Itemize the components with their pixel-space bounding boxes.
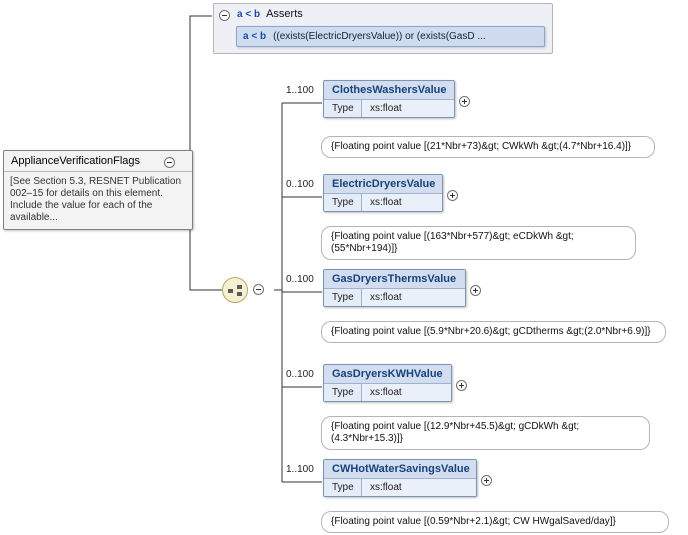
element-expand-toggle-icon[interactable] <box>459 96 470 107</box>
asserts-header <box>214 4 552 24</box>
element-name: ElectricDryersValue <box>324 175 442 193</box>
element-box-gasdryerskwhvalue[interactable] <box>323 364 452 402</box>
occurrence-label: 1..100 <box>286 85 314 96</box>
element-annotation: {Floating point value [(12.9*Nbr+45.5)&gt; gCDkWh &gt;(4.3*Nbr+15.3)]} <box>321 416 650 450</box>
root-element-documentation: [See Section 5.3, RESNET Publication 002–15 for details on this element. Include the value for each of the available... <box>4 171 192 229</box>
element-box-cwhotwatersavingsvalue[interactable] <box>323 459 477 497</box>
element-box-gasdryersthermsvalue[interactable] <box>323 269 466 307</box>
element-type-row <box>324 288 465 306</box>
element-type-value: xs:float <box>370 197 402 208</box>
element-type-label: Type <box>324 194 362 211</box>
element-type-label: Type <box>324 479 362 496</box>
element-type-value: xs:float <box>370 103 402 114</box>
root-element-name: ApplianceVerificationFlags <box>11 155 141 167</box>
assert-keyword-icon: a < b <box>237 8 261 20</box>
element-expand-toggle-icon[interactable] <box>481 475 492 486</box>
element-expand-toggle-icon[interactable] <box>447 190 458 201</box>
assert-row-text: ((exists(ElectricDryersValue)) or (exists(GasD ... <box>273 31 486 42</box>
occurrence-label: 0..100 <box>286 369 314 380</box>
element-annotation: {Floating point value [(5.9*Nbr+20.6)&gt; gCDtherms &gt;(2.0*Nbr+6.9)]} <box>321 321 666 343</box>
element-type-row <box>324 99 454 117</box>
occurrence-label: 0..100 <box>286 274 314 285</box>
asserts-title: Asserts <box>266 8 303 20</box>
sequence-glyph-icon <box>228 285 243 296</box>
element-name: GasDryersThermsValue <box>324 270 465 288</box>
element-annotation: {Floating point value [(163*Nbr+577)&gt; eCDkWh &gt;(55*Nbr+194)]} <box>321 226 636 260</box>
element-type-value: xs:float <box>370 292 402 303</box>
element-type-label: Type <box>324 384 362 401</box>
element-name: CWHotWaterSavingsValue <box>324 460 476 478</box>
element-type-label: Type <box>324 100 362 117</box>
element-type-value: xs:float <box>370 482 402 493</box>
asserts-collapse-toggle-icon[interactable] <box>219 10 230 21</box>
element-annotation: {Floating point value [(0.59*Nbr+2.1)&gt; CW HWgalSaved/day]} <box>321 511 669 533</box>
asserts-panel <box>213 3 553 54</box>
element-type-row <box>324 193 442 211</box>
assert-row-keyword-icon: a < b <box>243 31 267 42</box>
element-type-row <box>324 383 451 401</box>
element-annotation: {Floating point value [(21*Nbr+73)&gt; CWkWh &gt;(4.7*Nbr+16.4)]} <box>321 136 655 158</box>
element-box-electricdryersvalue[interactable] <box>323 174 443 212</box>
assert-row[interactable] <box>236 26 545 47</box>
occurrence-label: 1..100 <box>286 464 314 475</box>
sequence-node[interactable] <box>222 277 248 303</box>
element-expand-toggle-icon[interactable] <box>470 285 481 296</box>
sequence-collapse-toggle-icon[interactable] <box>253 284 264 295</box>
element-name: ClothesWashersValue <box>324 81 454 99</box>
element-type-value: xs:float <box>370 387 402 398</box>
occurrence-label: 0..100 <box>286 179 314 190</box>
element-type-label: Type <box>324 289 362 306</box>
element-expand-toggle-icon[interactable] <box>456 380 467 391</box>
root-collapse-toggle-icon[interactable] <box>164 157 175 168</box>
element-name: GasDryersKWHValue <box>324 365 451 383</box>
element-type-row <box>324 478 476 496</box>
element-box-clotheswashersvalue[interactable] <box>323 80 455 118</box>
